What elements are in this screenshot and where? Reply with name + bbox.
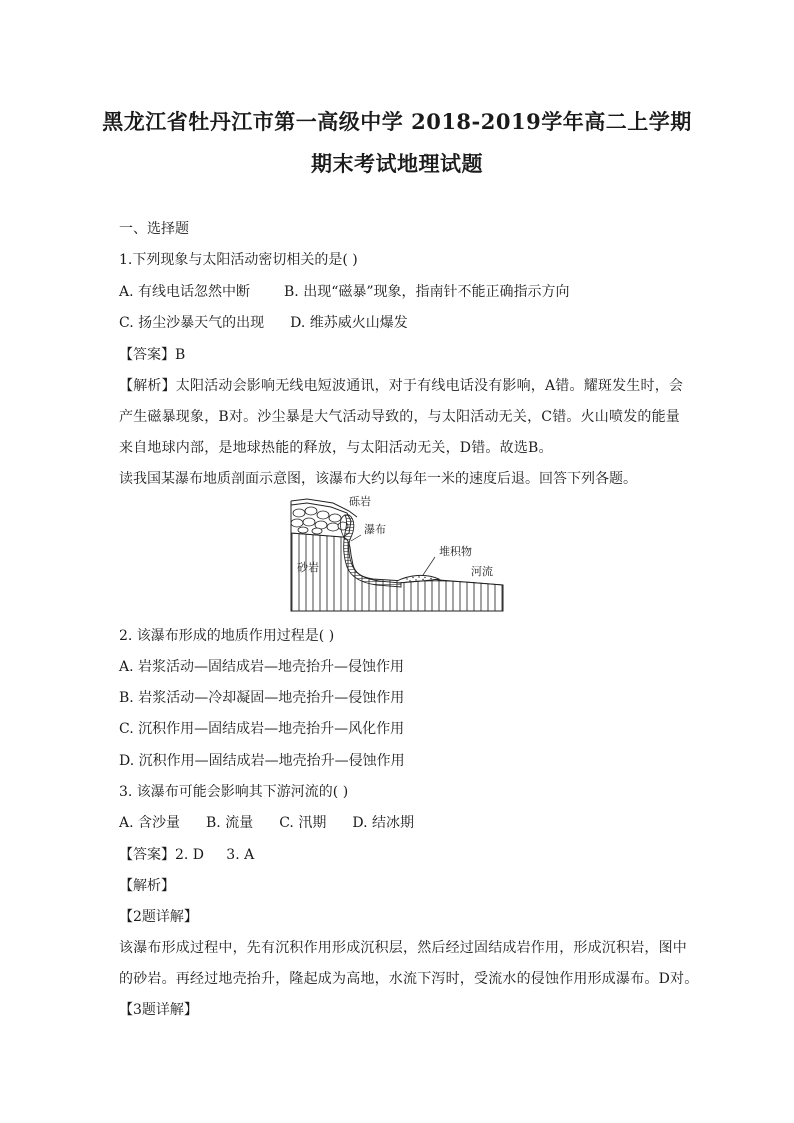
q3-detail-heading: 【3题详解】: [119, 1002, 198, 1018]
q3-option-b: B. 流量: [206, 815, 254, 831]
q1-option-b: B. 出现“磁暴”现象，指南针不能正确指示方向: [284, 284, 570, 300]
q2-detail-line2: 的砂岩。再经过地壳抬升，隆起成为高地，水流下泻时，受流水的侵蚀作用形成瀑布。D对。: [119, 971, 699, 987]
q1-analysis-line2: 产生磁暴现象，B对。沙尘暴是大气活动导致的，与太阳活动无关，C错。火山喷发的能量: [119, 409, 680, 425]
q1-answer: 【答案】B: [119, 347, 186, 363]
q1-analysis-line1: 【解析】太阳活动会影响无线电短波通讯，对于有线电话没有影响，A错。耀斑发生时，会: [119, 378, 684, 394]
q3-options: [119, 812, 414, 832]
label-conglomerate: 砾岩: [349, 495, 371, 508]
q1-analysis-line3: 来自地球内部，是地球热能的释放，与太阳活动无关，D错。故选B。: [119, 440, 553, 456]
document-title-line2: 期末考试地理试题: [311, 151, 483, 176]
q2-option-a: A. 岩浆活动—固结成岩—地壳抬升—侵蚀作用: [119, 659, 405, 675]
q1-options-ab: [119, 281, 570, 301]
document-title-line1: 黑龙江省牡丹江市第一高级中学 2018-2019学年高二上学期: [102, 109, 692, 134]
label-waterfall: 瀑布: [364, 523, 386, 536]
section-heading: 一、选择题: [119, 221, 189, 237]
label-river: 河流: [471, 565, 493, 578]
waterfall-cross-section-diagram: [289, 493, 505, 613]
analysis-heading: 【解析】: [119, 878, 175, 894]
q3-option-a: A. 含沙量: [119, 815, 181, 831]
q3-option-c: C. 汛期: [279, 815, 327, 831]
label-sediment: 堆积物: [439, 545, 472, 558]
q2-option-c: C. 沉积作用—固结成岩—地壳抬升—风化作用: [119, 721, 405, 737]
label-sandstone: 砂岩: [297, 561, 319, 574]
q2-stem: 2. 该瀑布形成的地质作用过程是( ): [119, 628, 335, 644]
waterfall-cross-section-figure: [289, 493, 505, 613]
answers-2-3: 【答案】2. D 3. A: [119, 847, 255, 863]
q2-option-b: B. 岩浆活动—冷却凝固—地壳抬升—侵蚀作用: [119, 690, 405, 706]
q3-stem: 3. 该瀑布可能会影响其下游河流的( ): [119, 784, 349, 800]
q2-option-d: D. 沉积作用—固结成岩—地壳抬升—侵蚀作用: [119, 753, 405, 769]
q2-detail-heading: 【2题详解】: [119, 909, 198, 925]
q1-option-c: C. 扬尘沙暴天气的出现: [119, 315, 265, 331]
q2-detail-line1: 该瀑布形成过程中，先有沉积作用形成沉积层，然后经过固结成岩作用，形成沉积岩，图中: [119, 940, 687, 956]
q1-option-a: A. 有线电话忽然中断: [119, 284, 251, 300]
figure-intro: 读我国某瀑布地质剖面示意图，该瀑布大约以每年一米的速度后退。回答下列各题。: [119, 471, 637, 487]
q1-stem: 1.下列现象与太阳活动密切相关的是( ): [119, 252, 358, 268]
q1-option-d: D. 维苏威火山爆发: [290, 315, 408, 331]
q1-options-cd: [119, 312, 408, 332]
q3-option-d: D. 结冰期: [352, 815, 414, 831]
